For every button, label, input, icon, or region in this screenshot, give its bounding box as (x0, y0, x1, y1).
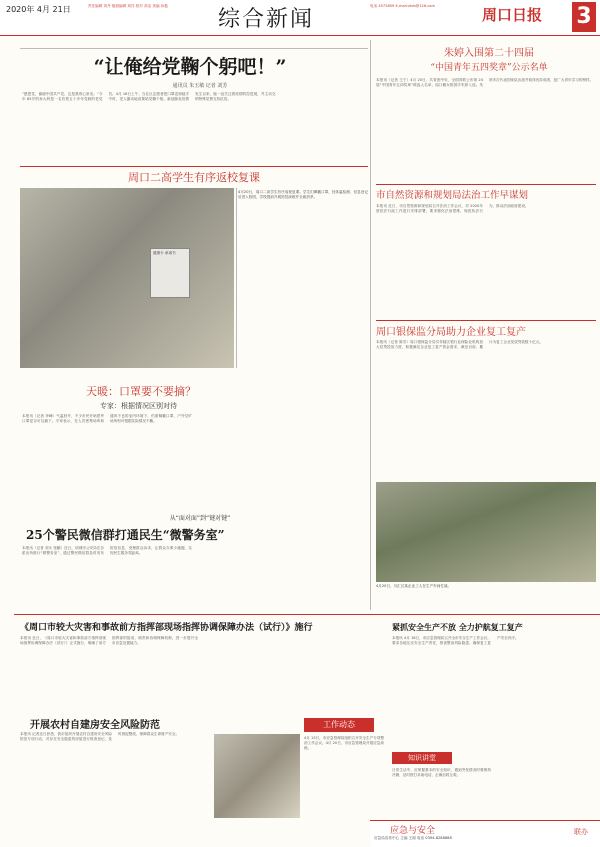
work-title: 工作动态 (304, 718, 374, 732)
mask-subtitle: 专家：根据情况区别对待 (100, 402, 177, 410)
factory-photo (376, 482, 596, 582)
mask-title: 天暖：口罩要不要摘？ (86, 385, 196, 398)
divider (20, 48, 368, 49)
contact-info: 电话 4572859 E-mail:zkrb@126.com (370, 4, 435, 8)
school-title: 周口二高学生有序返校复课 (20, 166, 368, 185)
safety-title: 紧抓安全生产不放 全力护航复工复产 (392, 622, 523, 632)
divider (14, 614, 600, 615)
health-card (150, 248, 190, 298)
bank-title: 周口银保监分局助力企业复工复产 (376, 320, 596, 338)
police-kicker: 从“面对面”到“键对键” (169, 515, 231, 522)
bank-caption: 4月20日，川汇区某企业工人在生产车间忙碌。 (376, 584, 452, 588)
divider (370, 40, 371, 610)
rural-title: 开展农村自建房安全风险防范 (30, 720, 160, 731)
safety-body: 本报讯 4月 16日，市应急管理局召开全市安全生产工作会议，要求各地压实安全生产责任，排查整治风险隐患，确保复工复产安全有序。 (392, 636, 519, 645)
police-body: 本报讯（记者 刘永 张鹏）近日，项城市公安局在各派出所推行“微警务室”，通过警民微信群及时发布防疫信息、受理群众诉求，让群众办事少跑腿，实现民生服务零距离。 (22, 546, 192, 555)
footer-tag: 联办 (574, 828, 588, 836)
mask-body: 本报讯（记者 李峰）气温回升，不少市民开始思考口罩是否可以摘下。专家表示，在人员密集场所和通风不良的室内环境下，仍需佩戴口罩，户外空旷场所则可根据实际情况不戴。 (22, 414, 192, 423)
knowledge-title: 知识讲堂 (392, 752, 452, 764)
police-title: 25个警民微信群打通民生“微警务室” (26, 528, 225, 542)
resources-title: 市自然资源和规划局法治工作早谋划 (376, 184, 596, 201)
section-footer (370, 820, 600, 847)
rural-body: 本报讯 记者近日获悉，我市组织开展农村自建房安全风险防范专项行动，对存在安全隐患的房屋进行排查登记，及时督促整改，保障群众生命财产安全。 (20, 732, 180, 741)
work-body: 4月 15日，市应急管理局组织召开安全生产专项整治工作会议。4月 20日，市应急管理局开展应急演练。 (304, 736, 384, 750)
school-caption: 4月20日，周口二高学生有序返校复课。学生们佩戴口罩，经体温检测、信息登记后进入校园，学校提前开展防控演练并全面消杀。 (238, 190, 368, 199)
school-photo (20, 188, 234, 368)
footer-title: 应急与安全 (390, 826, 436, 836)
bank-body: 本报讯（记者 陈芳）周口银保监分局引导辖区银行业保险业机构加大信贷投放力度，积极满足企业复工复产资金需求，截至目前，累计为复工企业发放贷款数十亿元。 (376, 340, 543, 349)
youth-body: 本报讯（记者 王宁）4月 20日，共青团中央、全国青联公布第 24届“中国青年五四奖章”候选人名单，周口籍女排国手朱婷入选。朱婷多次代表国家队出战并取得优异成绩，是广大青年学习的榜样。 (376, 78, 594, 87)
editor-credits: 责任编辑 刘丹 版面编辑 刘洋 校对 高洁 美编 孙磊 (88, 4, 168, 8)
health-card-label: 健康卡 承诺书 (153, 251, 176, 255)
page-number: 3 (572, 2, 596, 32)
bottom-title: 《周口市较大灾害和事故前方指挥部现场指挥协调保障办法（试行）》施行 (20, 623, 313, 633)
bottom-body: 本报讯 近日，《周口市较大灾害和事故前方指挥部现场指挥协调保障办法（试行）》正式施行，明确了前方指挥部的组成、职责和协调保障机制，进一步提升全市应急处置能力。 (20, 636, 198, 645)
footer-info: 应急局宣传中心 主编 王丽 电话 0394-8288888 (374, 836, 452, 840)
resources-body: 本报讯 近日，市自然资源和规划局召开法治工作会议，对 2020年度依法行政工作进行安排部署，要求强化法治思维，规范执法行为，推动法治政府建设。 (376, 204, 529, 213)
youth-subtitle: “中国青年五四奖章”公示名单 (430, 63, 548, 73)
lead-title: “让俺给党鞠个躬吧！” (93, 56, 287, 78)
divider (236, 188, 237, 368)
inspection-photo (214, 734, 300, 818)
newspaper-logo: 周口日报 (482, 6, 543, 24)
knowledge-body: 日常生活中，应掌握基本的安全知识，遇到突发情况时要保持冷静，及时拨打求助电话，正确自救互救。 (392, 768, 491, 777)
youth-title: 朱婷入围第二十四届 (444, 48, 534, 59)
issue-date: 2020年 4月 21日 (6, 5, 71, 14)
section-title: 综合新闻 (218, 7, 315, 32)
masthead (0, 0, 600, 36)
lead-body: “感恩党，谢谢中国共产党，这是我的心里话。”今年 85岁的孙大妈是一名有着五十多年党龄的老党员。4月 16日上午，当社区志愿者把口罩送到她手中时，老人激动地说要给党鞠个躬。新冠肺炎疫情发生以来，她一直关注着疫情防控进展，并主动交纳特殊党费支持抗疫。 (22, 92, 276, 101)
lead-byline: 通讯员 朱玉敏 记者 刘芳 (172, 83, 228, 89)
